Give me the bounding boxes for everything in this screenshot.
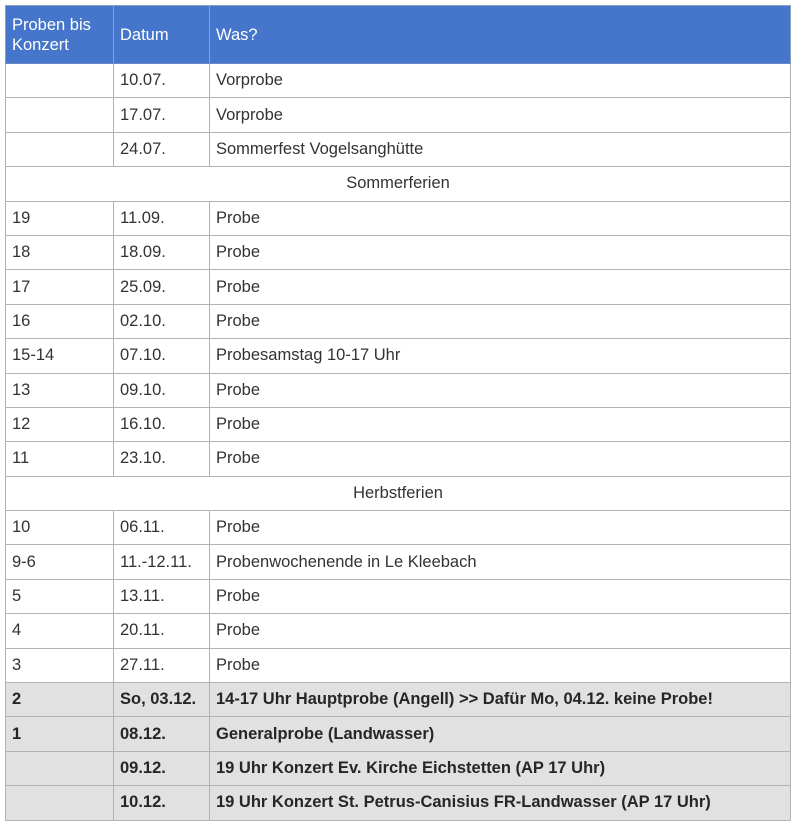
table-row [6, 545, 791, 579]
table-row [6, 304, 791, 338]
cell-rehearsal-count [6, 132, 114, 166]
rehearsal-schedule-table [5, 5, 791, 821]
cell-what: 19 Uhr Konzert St. Petrus-Canisius FR-Landwasser (AP 17 Uhr) [210, 786, 791, 820]
table-row [6, 339, 791, 373]
section-row [6, 476, 791, 510]
cell-rehearsal-count: 2 [6, 683, 114, 717]
cell-date: 08.12. [114, 717, 210, 751]
cell-what: Probe [210, 614, 791, 648]
cell-date: So, 03.12. [114, 683, 210, 717]
cell-rehearsal-count: 16 [6, 304, 114, 338]
cell-what: Probe [210, 270, 791, 304]
table-body [6, 64, 791, 821]
section-label: Sommerferien [6, 167, 791, 201]
table-row [6, 614, 791, 648]
table-row [6, 786, 791, 820]
cell-date: 20.11. [114, 614, 210, 648]
cell-date: 13.11. [114, 579, 210, 613]
cell-rehearsal-count [6, 786, 114, 820]
table-row [6, 132, 791, 166]
cell-what: Probe [210, 511, 791, 545]
cell-date: 09.12. [114, 751, 210, 785]
cell-what: Vorprobe [210, 64, 791, 98]
cell-rehearsal-count: 17 [6, 270, 114, 304]
cell-rehearsal-count: 1 [6, 717, 114, 751]
cell-what: Probe [210, 648, 791, 682]
cell-date: 23.10. [114, 442, 210, 476]
cell-rehearsal-count: 18 [6, 235, 114, 269]
cell-rehearsal-count: 13 [6, 373, 114, 407]
table-row [6, 201, 791, 235]
cell-rehearsal-count [6, 64, 114, 98]
header-rehearsals-until-concert: Proben bis Konzert [6, 6, 114, 64]
cell-what: Generalprobe (Landwasser) [210, 717, 791, 751]
cell-date: 17.07. [114, 98, 210, 132]
cell-date: 09.10. [114, 373, 210, 407]
cell-date: 27.11. [114, 648, 210, 682]
cell-date: 10.07. [114, 64, 210, 98]
cell-date: 25.09. [114, 270, 210, 304]
cell-date: 24.07. [114, 132, 210, 166]
cell-date: 10.12. [114, 786, 210, 820]
table-row [6, 98, 791, 132]
cell-date: 16.10. [114, 407, 210, 441]
cell-what: Probe [210, 235, 791, 269]
cell-what: Vorprobe [210, 98, 791, 132]
cell-what: Probe [210, 304, 791, 338]
table-row [6, 717, 791, 751]
cell-what: Probenwochenende in Le Kleebach [210, 545, 791, 579]
header-row [6, 6, 791, 64]
cell-what: Probe [210, 407, 791, 441]
table-row [6, 270, 791, 304]
cell-what: Probe [210, 201, 791, 235]
cell-date: 11.-12.11. [114, 545, 210, 579]
table-row [6, 442, 791, 476]
cell-rehearsal-count: 9-6 [6, 545, 114, 579]
cell-rehearsal-count [6, 98, 114, 132]
table-row [6, 648, 791, 682]
table-row [6, 511, 791, 545]
cell-rehearsal-count: 15-14 [6, 339, 114, 373]
cell-date: 18.09. [114, 235, 210, 269]
table-header [6, 6, 791, 64]
table-row [6, 751, 791, 785]
header-date: Datum [114, 6, 210, 64]
section-label: Herbstferien [6, 476, 791, 510]
table-row [6, 64, 791, 98]
cell-what: Probesamstag 10-17 Uhr [210, 339, 791, 373]
cell-rehearsal-count: 10 [6, 511, 114, 545]
cell-date: 07.10. [114, 339, 210, 373]
cell-rehearsal-count: 11 [6, 442, 114, 476]
header-what: Was? [210, 6, 791, 64]
section-row [6, 167, 791, 201]
table-row [6, 579, 791, 613]
table-row [6, 235, 791, 269]
table-row [6, 373, 791, 407]
cell-date: 11.09. [114, 201, 210, 235]
table-row [6, 683, 791, 717]
cell-date: 06.11. [114, 511, 210, 545]
cell-what: 14-17 Uhr Hauptprobe (Angell) >> Dafür Mo, 04.12. keine Probe! [210, 683, 791, 717]
cell-what: Probe [210, 579, 791, 613]
cell-rehearsal-count: 3 [6, 648, 114, 682]
cell-date: 02.10. [114, 304, 210, 338]
cell-rehearsal-count: 12 [6, 407, 114, 441]
cell-rehearsal-count: 19 [6, 201, 114, 235]
cell-rehearsal-count: 5 [6, 579, 114, 613]
cell-rehearsal-count: 4 [6, 614, 114, 648]
cell-rehearsal-count [6, 751, 114, 785]
cell-what: Sommerfest Vogelsanghütte [210, 132, 791, 166]
cell-what: 19 Uhr Konzert Ev. Kirche Eichstetten (AP 17 Uhr) [210, 751, 791, 785]
cell-what: Probe [210, 373, 791, 407]
table-row [6, 407, 791, 441]
cell-what: Probe [210, 442, 791, 476]
